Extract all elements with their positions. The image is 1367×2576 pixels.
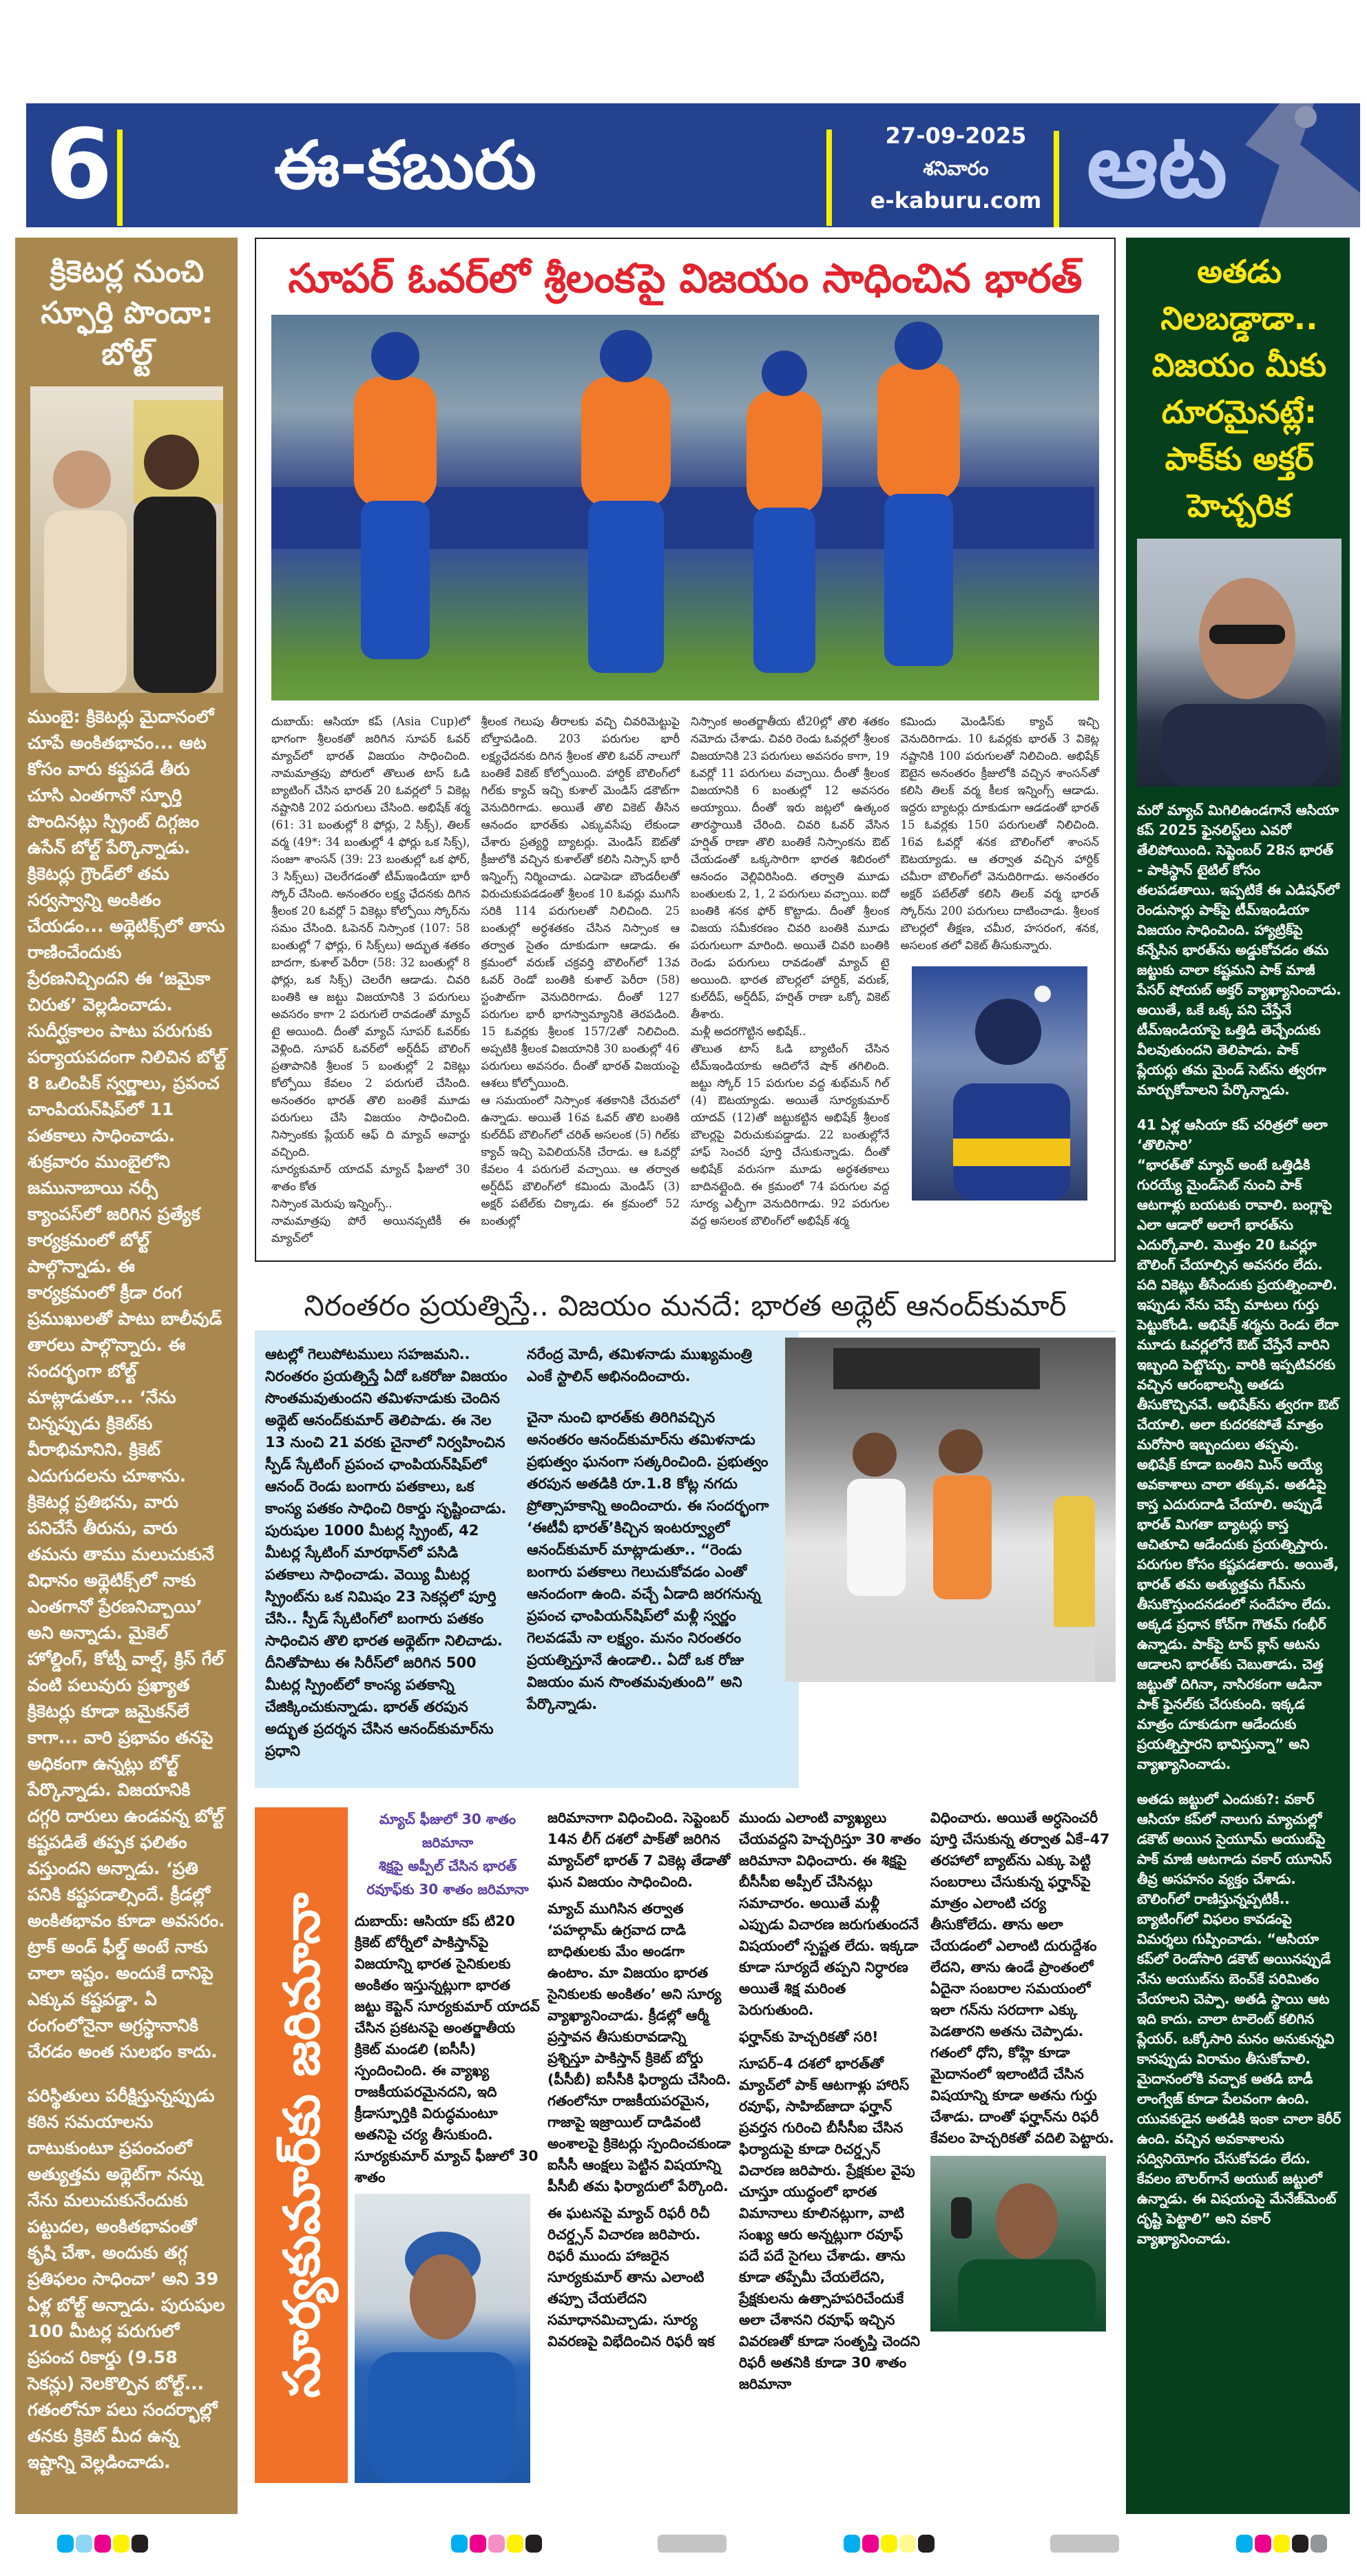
bolt-headline: క్రికెటర్ల నుంచి స్ఫూర్తి పొందా: బోల్ట్ <box>41 254 213 372</box>
article-subhead: నిస్సాంక మెరుపు ఇన్నింగ్స్.. <box>271 1197 393 1210</box>
players-figures <box>271 315 1094 700</box>
akhtar-story <box>1126 238 1350 2514</box>
color-swatch <box>132 2535 148 2553</box>
header-divider <box>1054 131 1059 227</box>
main-article-columns <box>271 713 1099 1247</box>
issue-weekday: శనివారం <box>923 157 989 180</box>
bolt-article-body <box>28 704 227 2475</box>
article-paragraph: మ్యాచ్ ముగిసిన తర్వాత ‘పహల్గామ్ ఉగ్రవాద దాడి బాధితులకు మేం అండగా ఉంటాం. మా విజయం భారత సైనికులకు అంకితం’ అని సూర్య వ్యాఖ్యానించాడు. క్రీడల్లో ఆర్మీ ప్రస్తావన తీసుకురావడాన్ని ప్రశ్నిస్తూ పాకిస్తాన్ క్రికెట్ బోర్డు (పీసీబీ) ఐసీసీకి ఫిర్యాదు చేసింది. గతంలోనూ రాజకీయపరమైన, గాజాపై ఇజ్రాయిల్ దాడివంటి అంశాలపై క్రికెటర్లు స్పందించకుండా ఐసీసీ ఆంక్షలు పెట్టిన విషయాన్ని పీసీబీ తమ ఫిర్యాదులో పేర్కొంది. <box>547 1900 731 2194</box>
color-swatch <box>1311 2535 1327 2553</box>
article-paragraph: దుబాయ్: ఆసియా కప్ (Asia Cup)లో భాగంగా శ్రీలంకతో జరిగిన సూపర్ ఓవర్ మ్యాచ్‌లో భారత్ విజయం సాధించింది. నామమాత్రపు పోరులో తొలుత టాస్ ఓడి బ్యాటింగ్ చేసిన భారత్ 20 ఓవర్లలో 5 వికెట్ల నష్టానికి 202 పరుగులు చేసింది. అభిషేక్ శర్మ (61: 31 బంతుల్లో 8 ఫోర్లు, 2 సిక్స్), తిలక్ వర్మ (49*: 34 బంతుల్లో 4 ఫోర్లు ఒక సిక్స్), సంజూ శాంసన్ (39: 23 బంతుల్లో ఒక ఫోర్, 3 సిక్స్‌లు) చెలరేగడంతో టీమ్ఇండియా భారీ స్కోర్ చేసింది. అనంతరం లక్ష్య ఛేదనకు దిగిన శ్రీలంక 20 ఓవర్లో 5 వికెట్లు కోల్పోయి స్కోర్‌ను సమం చేసింది. ఓపెనర్ నిస్సాంక (107: 58 బంతుల్లో 7 ఫోర్లు, 6 సిక్స్‌లు) అద్భుత శతకం బాదగా, కుశాల్ పెరీరా (58: 32 బంతుల్లో 8 ఫోర్లు, ఒక సిక్స్) చెలరేగి ఆడాడు. చివరి బంతికి ఆ జట్టు విజయానికి 3 పరుగులు అవసరం కాగా 2 పరుగులే రావడంతో మ్యాచ్ టై అయింది. దీంతో మ్యాచ్ సూపర్ ఓవర్‌కు వెళ్లింది. సూపర్ ఓవర్‌లో అర్ష్‌దీప్ బౌలింగ్ ప్రతాపానికి శ్రీలంక 5 బంతుల్లో 2 వికెట్లు కోల్పోయి కేవలం 2 పరుగులే చేసింది. అనంతరం భారత్ తొలి బంతికే మూడు పరుగులు చేసి విజయం సాధించింది. నిస్సాంకకు ప్లేయర్ ఆఫ్ ది మ్యాచ్ అవార్డు వచ్చింది. <box>271 715 470 1159</box>
article-paragraph: విధించారు. అయితే అర్ధసెంచరీ పూర్తి చేసుకున్న తర్వాత ఏకే–47 తరహాలో బ్యాట్‌ను ఎక్కు పెట్టి సంబరాలు చేసుకున్న ఫర్హాన్‌పై మాత్రం ఎలాంటి చర్య తీసుకోలేదు. తాను అలా చేయడంలో ఎలాంటి దురుద్దేశం లేదని, తాను ఉండే ప్రాంతంలో ఏదైనా సంబరాల సమయంలో ఇలా గన్‌ను సరదాగా ఎక్కు పెడతారని అతను చెప్పాడు. గతంలో ధోని, కోహ్లి కూడా మైదానంలో ఇలాంటిదే చేసిన విషయాన్ని కూడా అతను గుర్తు చేశాడు. దాంతో ఫర్హాన్‌ను రిఫరీ కేవలం హెచ్చరికతో వదిలి పెట్టారు. <box>930 1809 1114 2146</box>
felicitation-figures <box>785 1338 1095 1682</box>
article-paragraph: ఆటల్లో గెలుపోటములు సహజమని.. నిరంతరం ప్రయత్నిస్తే ఏదో ఒకరోజు విజయం సొంతమవుతుందని తమిళనాడుకు చెందిన అథ్లెట్ ఆనంద్‌కుమార్ తెలిపాడు. ఈ నెల 13 నుంచి 21 వరకు చైనాలో నిర్వహించిన స్పీడ్ స్కేటింగ్ ప్రపంచ ఛాంపియన్‌షిప్‌లో ఆనంద్ రెండు బంగారు పతకాలు, ఒక కాంస్య పతకం సాధించి రికార్డు సృష్టించాడు. పురుషుల 1000 మీటర్ల స్ప్రింట్, 42 మీటర్ల స్కేటింగ్ మారథాన్‌లో పసిడి పతకాలు సాధించాడు. వెయ్యి మీటర్ల స్ప్రింట్‌ను ఒక నిమిషం 23 సెకన్లలో పూర్తి చేసి.. స్పీడ్ స్కేటింగ్‌లో బంగారు పతకం సాధించిన తొలి భారత అథ్లెట్‌గా నిలిచాడు. దీనితోపాటు ఈ సిరీస్‌లో జరిగిన 500 మీటర్ల స్ప్రింట్‌లో కాంస్య పతకాన్ని చేజిక్కించుకున్నాడు. భారత్ తరపున అద్భుత ప్రదర్శన చేసిన ఆనంద్‌కుమార్‌ను ప్రధాని <box>265 1346 508 1759</box>
vertical-title: సూర్యకుమార్‌కు జరిమానా <box>272 1892 331 2398</box>
rauf-figure <box>930 2156 1106 2331</box>
header-divider <box>826 129 832 226</box>
color-swatch <box>94 2535 111 2553</box>
srilanka-player-figure <box>912 966 1087 1201</box>
color-swatch <box>76 2535 92 2553</box>
fine-article-column-1 <box>355 1911 541 2188</box>
suryakumar-figure <box>355 2194 530 2483</box>
main-article-column-4 <box>901 713 1100 1247</box>
kicker-line: రవూఫ్‌కు 30 శాతం జరిమానా <box>366 1881 529 1898</box>
suryakumar-photo <box>355 2194 530 2483</box>
vertical-title-band <box>255 1807 348 2483</box>
kicker-line: మ్యాచ్ ఫీజులో 30 శాతం జరిమానా <box>379 1811 516 1851</box>
color-swatch <box>1255 2535 1271 2553</box>
issue-date: 27-09-2025 <box>885 123 1027 149</box>
color-swatch <box>899 2535 916 2553</box>
color-registration-marks <box>451 2535 542 2553</box>
center-stories <box>255 238 1116 2514</box>
article-subhead: ఫర్హాన్‌కు హెచ్చరికతో సరి! <box>739 2028 879 2045</box>
color-swatch <box>57 2535 74 2553</box>
gray-registration-block <box>658 2535 727 2553</box>
article-paragraph: ముంబై: క్రికెటర్లు మైదానంలో చూపే అంకితభావం... ఆట కోసం వారు కష్టపడే తీరు చూసి ఎంతగానో స్ఫూర్తి పొందినట్లు స్ప్రింట్ దిగ్గజం ఉసేన్ బోల్ట్ పేర్కొన్నాడు. క్రికెటర్లు గ్రౌండ్‌లో తమ సర్వస్వాన్ని అంకితం చేయడం... అథ్లెటిక్స్‌లో తాను రాణించేందుకు ప్రేరణనిచ్చిందని ఈ ‘జమైకా చిరుత’ వెల్లడించాడు. సుదీర్ఘకాలం పాటు పరుగుకు పర్యాయపదంగా నిలిచిన బోల్ట్ 8 ఒలింపిక్ స్వర్ణాలు, ప్రపంచ చాంపియన్‌షిప్‌లో 11 పతకాలు సాధించాడు. శుక్రవారం ముంబైలోని జమునాబాయి నర్సీ క్యాంపస్‌లో జరిగిన ప్రత్యేక కార్యక్రమంలో బోల్ట్ పాల్గొన్నాడు. ఈ కార్యక్రమంలో క్రీడా రంగ ప్రముఖులతో పాటు బాలీవుడ్ తారలు పాల్గొన్నారు. ఈ సందర్భంగా బోల్ట్ మాట్లాడుతూ... ‘నేను చిన్నప్పుడు క్రికెట్‌కు వీరాభిమానిని. క్రికెట్ ఎదుగుదలను చూశాను. క్రికెటర్ల ప్రతిభను, వారు పనిచేసే తీరును, వారు తమను తాము మలుచుకునే విధానం అథ్లెటిక్స్‌లో నాకు ఎంతగానో ప్రేరణనిచ్చాయి’ అని అన్నాడు. మైకెల్ హోల్డింగ్, కోట్నీ వాల్ష్, క్రిస్ గేల్ వంటి పలువురు ప్రఖ్యాత క్రికెటర్లు కూడా జమైకన్‌లే కాగా... వారి ప్రభావం తనపై అధికంగా ఉన్నట్లు బోల్ట్ పేర్కొన్నాడు. విజయానికి దగ్గరి దారులు ఉండవన్న బోల్ట్ కష్టపడితే తప్పక ఫలితం వస్తుందని అన్నాడు. ‘ప్రతి పనికి కష్టపడాల్సిందే. క్రీడల్లో అంకితభావం కూడా అవసరం. ట్రాక్ అండ్ ఫీల్డ్ అంటే నాకు చాలా ఇష్టం. అందుకే దానిపై ఎక్కువ కష్టపడ్డా. ఏ రంగంలోనైనా అగ్రస్థానానికి చేరడం అంత సులభం కాదు. <box>28 707 227 2061</box>
color-registration-marks <box>844 2535 935 2553</box>
article-paragraph: సూపర్–4 దశలో భారత్‌తో మ్యాచ్‌లో పాక్ ఆటగాళ్లు హారిస్ రవూఫ్, సాహిబ్‌జాదా ఫర్హాన్ ప్రవర్తన గురించి బీసీసీఐ చేసిన ఫిర్యాదుపై కూడా రిచర్డ్సన్ విచారణ జరిపారు. ప్రేక్షకుల వైపు చూస్తూ యుద్ధంలో భారత విమానాలు కూలినట్లుగా, వాటి సంఖ్య ఆరు అన్నట్లుగా రవూఫ్ పదే పదే సైగలు చేశాడు. తాను కూడా తప్పేమీ చేయలేదని, ప్రేక్షకులను ఉత్సాహపరిచేందుకే అలా చేశానని రవూఫ్ ఇచ్చిన వివరణతో కూడా సంతృప్తి చెందని రిఫరీ అతనికి కూడా 30 శాతం జరిమానా <box>739 2055 920 2392</box>
section-logo-text: ఆట <box>1087 113 1228 218</box>
fine-story-tail <box>930 1807 1116 2483</box>
gray-registration-block <box>1050 2535 1119 2553</box>
fine-article-column-3 <box>739 1807 923 2483</box>
article-paragraph: నామమాత్రపు పోరే అయినప్పటికీ ఈ మ్యాచ్‌లో <box>271 1214 470 1245</box>
anand-headline: నిరంతరం ప్రయత్నిస్తే.. విజయం మనదే: భారత అథ్లెట్ ఆనంద్‌కుమార్ <box>304 1289 1067 1322</box>
color-swatch <box>113 2535 129 2553</box>
fine-article-column-4 <box>930 1807 1116 2149</box>
color-swatch <box>881 2535 897 2553</box>
article-background <box>255 1332 1116 1788</box>
main-article-column-1 <box>271 713 470 1247</box>
article-subhead: మళ్లీ అదరగొట్టిన అభిషేక్.. <box>691 1025 806 1038</box>
article-paragraph: నరేంద్ర మోదీ, తమిళనాడు ముఖ్యమంత్రి ఎంకే స్టాలిన్ అభినందించారు. <box>527 1346 753 1384</box>
article-subhead: 41 ఏళ్ల ఆసియా కప్ చరిత్రలో అలా ‘తొలిసారి’ <box>1137 1116 1328 1153</box>
color-registration-marks <box>1236 2535 1327 2553</box>
fine-story-lead <box>355 1807 541 2483</box>
color-swatch <box>507 2535 523 2553</box>
header-divider <box>117 129 123 226</box>
color-swatch <box>918 2535 935 2553</box>
article-paragraph: దుబాయ్: ఆసియా కప్ టి20 క్రికెట్ టోర్నీలో పాకిస్తాన్‌పై విజయాన్ని భారత సైనికులకు అంకితం ఇస్తున్నట్లుగా భారత జట్టు కెప్టెన్ సూర్యకుమార్ యాదవ్ చేసిన ప్రకటనపై అంతర్జాతీయ క్రికెట్ మండలి (ఐసీసీ) స్పందించింది. ఈ వ్యాఖ్య రాజకీయపరమైనదని, ఇది క్రీడాస్ఫూర్తికి విరుద్ధమంటూ అతనిపై చర్య తీసుకుంది. సూర్యకుమార్ మ్యాచ్ ఫీజులో 30 శాతం <box>355 1913 540 2185</box>
fine-story <box>255 1807 1116 2483</box>
srilanka-player-photo <box>912 966 1087 1201</box>
headline-band <box>255 1281 1116 1332</box>
newspaper-name: ఈ-కబురు <box>274 127 536 204</box>
color-swatch <box>470 2535 486 2553</box>
color-swatch <box>844 2535 860 2553</box>
anand-article-column-2 <box>516 1332 778 1788</box>
color-swatch <box>1273 2535 1290 2553</box>
india-team-celebration-photo <box>271 315 1099 700</box>
article-paragraph: ముందు ఎలాంటి వ్యాఖ్యలు చేయవద్దని హెచ్చరిస్తూ 30 శాతం జరిమానా విధించారు. ఈ శిక్షపై బీసీసీఐ అప్పీల్ చేసినట్లు సమాచారం. అయితే మళ్లీ ఎప్పుడు విచారణ జరుగుతుందనే విషయంలో స్పష్టత లేదు. ఇక్కడా కూడా సూర్యదే తప్పని నిర్ధారణ అయితే శిక్ష మరింత పెరుగుతుంది. <box>739 1809 921 2018</box>
rauf-photo <box>930 2156 1106 2331</box>
section-logo <box>1073 103 1360 227</box>
fine-article-column-2 <box>547 1807 732 2483</box>
article-paragraph: నిస్సాంక అంతర్జాతీయ టీ20ల్లో తొలి శతకం నమోదు చేశాడు. చివరి రెండు ఓవర్లలో శ్రీలంక విజయానికి 23 పరుగులు అవసరం కాగా, 19 ఓవర్లో 11 పరుగులు వచ్చాయి. దీంతో శ్రీలంక విజయానికి 6 బంతుల్లో 12 అవసరం అయ్యాయి. దీంతో ఇరు జట్లలో ఉత్కంఠ తారస్థాయికి చేరింది. చివరి ఓవర్ వేసిన హర్షిత్ రాణా తొలి బంతికే నిస్సాంకను ఔట్ చేయడంతో ఒక్కసారిగా భారత శిబిరంలో ఆనందం వెల్లివిరిసింది. తర్వాతి మూడు బంతులకు 2, 1, 2 పరుగులు వచ్చాయి. ఐదో బంతికి శనక ఫోర్ కొట్టాడు. దీంతో శ్రీలంక విజయ సమీకరణం చివరి బంతికి మూడు పరుగులుగా మారింది. అయితే చివరి బంతికి రెండు పరుగులు రావడంతో మ్యాచ్ టై అయింది. భారత బౌలర్లలో హార్దిక్, వరుణ్, కుల్‌దీప్, అర్ష్‌దీప్, హర్షిత్ రాణా ఒక్కో వికెట్ తీశారు. <box>691 715 890 1021</box>
article-paragraph: ఈ ఘటనపై మ్యాచ్ రిఫరీ రిచీ రిచర్డ్సన్ విచారణ జరిపారు. రిఫరీ ముందు హాజరైన సూర్యకుమార్ తాను ఎలాంటి తప్పూ చేయలేదని సమాధానమిచ్చాడు. సూర్య వివరణపై విభేదించిన రిఫరీ ఇక <box>547 2205 715 2349</box>
article-paragraph: ఆ సమయంలో నిస్సాంక శతకానికి చేరువలో ఉన్నాడు. అయితే 16వ ఓవర్ తొలి బంతికి కుల్‌దీప్ బౌలింగ్‌లో చరిత్ అసలంక (5) గిల్‌కు క్యాచ్ ఇచ్చి పెవిలియన్‌కి చేరాడు. ఆ ఓవర్లో కేవలం 4 పరుగులే వచ్చాయి. ఆ తర్వాత అర్ష్‌దీప్ బౌలింగ్‌లో కమిందు మెండిస్ (3) అక్షర్ పటేల్‌కు చిక్కాడు. ఈ క్రమంలో 52 బంతుల్లో <box>481 1094 680 1227</box>
article-paragraph: పరిస్థితులు పరీక్షిస్తున్నప్పుడు కఠిన సమయాలను దాటుకుంటూ ప్రపంచంలో అత్యుత్తమ అథ్లెట్‌గా నన్ను నేను మలుచుకునేందుకు పట్టుదల, అంకితభావంతో కృషి చేశా. అందుకు తగ్గ ప్రతిఫలం సాధించా’ అని 39 ఏళ్ల బోల్ట్ అన్నాడు. పురుషుల 100 మీటర్ల పరుగులో ప్రపంచ రికార్డు (9.58 సెకన్లు) నెలకొల్పిన బోల్ట్... గతంలోనూ పలు సందర్భాల్లో తనకు క్రికెట్ మీద ఉన్న ఇష్టాన్ని వెల్లడించాడు. <box>28 2086 225 2472</box>
page-body <box>15 238 1367 2514</box>
color-registration-marks <box>57 2535 148 2553</box>
shoaib-akhtar-photo <box>1137 539 1342 787</box>
article-subhead: సూర్యకుమార్ యాదవ్ మ్యాచ్ ఫీజులో 30 శాతం కోత <box>271 1163 470 1193</box>
color-swatch <box>488 2535 505 2553</box>
color-swatch <box>451 2535 468 2553</box>
kicker-line: శిక్షపై అప్పీల్ చేసిన భారత్ <box>378 1858 517 1874</box>
super-over-story <box>255 238 1116 1262</box>
anand-felicitation-photo <box>785 1338 1116 1682</box>
anand-article-column-1 <box>255 1332 516 1788</box>
color-swatch <box>1236 2535 1253 2553</box>
akhtar-figure <box>1137 539 1342 787</box>
bolt-story <box>15 238 238 2514</box>
bolt-photo <box>30 386 223 693</box>
main-headline: సూపర్ ఓవర్‌లో శ్రీలంకపై విజయం సాధించిన భారత్ <box>288 255 1083 302</box>
main-article-column-2 <box>481 713 680 1247</box>
anand-kumar-story <box>255 1281 1116 1788</box>
article-paragraph: మరో మ్యాచ్ మిగిలిఉండగానే ఆసియా కప్ 2025 ఫైనలిస్ట్‌లు ఎవరో తేలిపోయింది. సెప్టెంబర్ 28న భారత్ - పాకిస్థాన్ టైటిల్ కోసం తలపడతాయి. ఇప్పటికే ఈ ఎడిషన్‌లో రెండుసార్లు పాక్‌పై టీమ్ఇండియా విజయం సాధించింది. హ్యాట్రిక్‌పై కన్నేసిన భారత్‌ను అడ్డుకోవడం తమ జట్టుకు చాలా కష్టమని పాక్ మాజీ పేసర్ షోయబ్ అక్తర్ వ్యాఖ్యానించాడు. అయితే, ఒకే ఒక్క పని చేస్తేనే టీమ్ఇండియాపై ఒత్తిడి తెచ్చేందుకు వీలవుతుందని తెలిపాడు. పాక్ ప్లేయర్లు తమ మైండ్ సెట్‌ను త్వరగా మార్చుకోవాలని పేర్కొన్నాడు. <box>1137 802 1342 1098</box>
main-article-column-3 <box>691 713 890 1247</box>
article-paragraph: కమిందు మెండిస్‌కు క్యాచ్ ఇచ్చి వెనుదిరిగాడు. 10 ఓవర్లకు భారత్ 3 వికెట్ల నష్టానికి 100 పరుగులతో నిలిచింది. అభిషేక్ ఔటైన అనంతరం క్రీజులోకి వచ్చిన శాంసన్‌తో కలిసి తిలక్ వర్మ కీలక ఇన్నింగ్స్ ఆడాడు. ఇద్దరు బ్యాటర్లు దూకుడుగా ఆడడంతో భారత్ 15 ఓవర్లకు 150 పరుగులతో నిలిచింది. 16వ ఓవర్లో శనక బౌలింగ్‌లో శాంసన్ ఔటయ్యాడు. ఆ తర్వాత వచ్చిన హార్దిక్ చమీరా బౌలింగ్‌లో వెనుదిరిగాడు. అనంతరం అక్షర్ పటేల్‌తో కలిసి తిలక్ వర్మ భారత్ స్కోర్‌ను 200 పరుగులు దాటించాడు. శ్రీలంక బౌలర్లలో తీక్షణ, చమీర, హసరంగ, శనక, అసలంక తలో వికెట్ తీసుకున్నారు. <box>900 715 1099 952</box>
color-swatch <box>1292 2535 1308 2553</box>
article-paragraph: ఆసియా కప్‌లో నాలుగు మ్యాచుల్లో డకౌట్ అయిన సైయూమ్ అయుబ్‌పై పాక్ మాజీ ఆటగాడు వకార్ యూనిస్ తీవ్ర అసహనం వ్యక్తం చేశాడు. బౌలింగ్‌లో రాణిస్తున్నప్పటికీ.. బ్యాటింగ్‌లో విఫలం కావడంపై విమర్శలు గుప్పించాడు. “ఆసియా కప్‌లో రెండోసారి డకౌట్ అయినప్పుడే నేను అయుబ్‌ను బెంచ్‌కే పరిమితం చేయాలని చెప్పా. అతడి స్థాయి ఆట ఇది కాదు. చాలా టాలెంట్ కలిగిన ప్లేయర్. ఒక్కోసారి మనం అనుకున్నవి కానప్పుడు విరామం తీసుకోవాలి. మైదానంలోకి వచ్చాక అతడి బాడీ లాంగ్వేజ్ కూడా పేలవంగా ఉంది. యువకుడైన అతడికి ఇంకా చాలా కెరీర్ ఉంది. వచ్చిన అవకాశాలను సద్వినియోగం చేసుకోవడం లేదు. కేవలం బౌలర్‌గానే అయుబ్ జట్టులో ఉన్నాడు. ఈ విషయంపై మేనేజ్‌మెంట్ దృష్టి పెట్టాలి” అని వకార్ వ్యాఖ్యానించాడు. <box>1137 1811 1342 2247</box>
page-masthead <box>26 103 1360 227</box>
bolt-photo-figures <box>30 386 223 693</box>
article-paragraph: తొలుత టాస్ ఓడి బ్యాటింగ్ చేసిన టీమ్ఇండియాకు ఆదిలోనే షాక్ తగిలింది. జట్టు స్కోర్ 15 పరుగుల వద్ద శుభ్‌మన్ గిల్ (4) ఔటయ్యాడు. అయితే సూర్యకుమార్ యాదవ్ (12)తో జట్టుకట్టిన అభిషేక్ శ్రీలంక బౌలర్లపై విరుచుకుపడ్డాడు. 22 బంతుల్లోనే హాఫ్ సెంచరీ పూర్తి చేసుకున్నాడు. దీంతో అభిషేక్ వరుసగా మూడు అర్ధశతకాలు బాదినట్లైంది. ఈ క్రమంలో 74 పరుగుల వద్ద సూర్య ఎల్బీగా వెనుదిరిగాడు. 92 పరుగుల వద్ద అసలంక బౌలింగ్‌లో అభిషేక్ శర్మ <box>691 1042 890 1227</box>
article-paragraph: జరిమానాగా విధించింది. సెప్టెంబర్ 14న లీగ్ దశలో పాక్‌తో జరిగిన మ్యాచ్‌లో భారత్ 7 వికెట్ల తేడాతో ఘన విజయం సాధించింది. <box>547 1809 731 1890</box>
website-link[interactable]: e-kaburu.com <box>870 187 1042 214</box>
article-subhead: అతడు జట్టులో ఎందుకు?: వకార్ <box>1137 1791 1315 1807</box>
akhtar-headline: అతడు నిలబడ్డాడా.. విజయం మీకు దూరమైనట్లే: పాక్‌కు అక్తర్ హెచ్చరిక <box>1151 253 1327 524</box>
page-footer <box>0 2514 1367 2576</box>
article-paragraph: “భారత్‌తో మ్యాచ్ అంటే ఒత్తిడికి గురయ్యే మైండ్‌సెట్ నుంచి పాక్ ఆటగాళ్లు బయటకు రావాలి. బంగ్లాపై ఎలా ఆడారో అలాగే భారత్‌ను ఎదుర్కోవాలి. మొత్తం 20 ఓవర్లూ బౌలింగ్ చేయాల్సిన అవసరం లేదు. పది వికెట్లు తీసేందుకు ప్రయత్నించాలి. ఇప్పుడు నేను చెప్పే మాటలు గుర్తు పెట్టుకోండి. అభిషేక్ శర్మను రెండు లేదా మూడు ఓవర్లలోనే ఔట్ చేస్తేనే వారిని ఇబ్బంది పెట్టొచ్చు. వారికి ఇప్పటివరకు వచ్చిన ఆరంభాలన్నీ అతడు తీసుకొచ్చినవే. అభిషేక్‌ను త్వరగా ఔట్ చేయాలి. అలా కుదరకపోతే మాత్రం మరోసారి ఇబ్బందులు తప్పవు. అభిషేక్ కూడా బంతిని మిస్ అయ్యే అవకాశాలు చాలా తక్కువ. అతడిపై కాస్త ఎదురుదాడి చేయాలి. అప్పుడే భారత్ మిగతా బ్యాటర్లు కాస్త ఆచితూచి ఆడేందుకు ప్రయత్నిస్తారు. పరుగుల కోసం కష్టపడతారు. అయితే, భారత్ తమ అత్యుత్తమ గేమ్‌ను తీసుకొస్తుందనడంలో సందేహం లేదు. అక్కడ ప్రధాన కోచ్‌గా గౌతమ్ గంభీర్ ఉన్నాడు. పాక్‌పై టాప్ క్లాస్ ఆటను ఆడాలని భారత్‌కు చెబుతాడు. చెత్త జట్టుతో దిగినా, నాసిరకంగా ఆడినా పాక్ ఫైనల్‌కు చేరుకుంది. ఇక్కడ మాత్రం దూకుడుగా ఆడేందుకు ప్రయత్నిస్తారని భావిస్తున్నా” అని వ్యాఖ్యానించాడు. <box>1137 1156 1339 1772</box>
article-paragraph: శ్రీలంక గెలుపు తీరాలకు వచ్చి చివరిమెట్టుపై బోల్తాపడింది. 203 పరుగుల భారీ లక్ష్యఛేదనకు దిగిన శ్రీలంక తొలి ఓవర్ నాలుగో బంతికే వికెట్ కోల్పోయింది. హార్దిక్ బౌలింగ్‌లో గిల్‌కు క్యాచ్ ఇచ్చి కుశాల్ మెండిస్ డకౌట్‌గా వెనుదిరిగాడు. అయితే తొలి వికెట్ తీసిన ఆనందం భారత్‌కు ఎక్కువసేపు లేకుండా చేశారు ప్రత్యర్థి బ్యాటర్లు. మెండిస్ ఔట్‌తో క్రీజులోకి వచ్చిన కుశాల్‌తో కలిసి నిస్సాన్ భారీ ఇన్నింగ్స్ నిర్మించాడు. ఎడాపెడా బౌండరీలతో విరుచుకుపడడంతో శ్రీలంక 10 ఓవర్లు ముగిసే సరికి 114 పరుగులతో నిలిచింది. 25 బంతుల్లో అర్ధశతకం చేసిన నిస్సాంక ఆ తర్వాత సైతం దూకుడుగా ఆడాడు. ఈ క్రమంలో వరుణ్ చక్రవర్తి బౌలింగ్‌లో 13వ ఓవర్ రెండో బంతికి కుశాల్ పెరీరా (58) స్టంపౌట్‌గా వెనుదిరిగాడు. దీంతో 127 పరుగుల భారీ భాగస్వామ్యానికి తెరపడింది. 15 ఓవర్లకు శ్రీలంక 157/2తో నిలిచింది. అప్పటికి శ్రీలంక విజయానికి 30 బంతుల్లో 46 పరుగులు అవసరం. దీంతో భారత్ విజయంపై ఆశలు కోల్పోయింది. <box>481 715 680 1090</box>
akhtar-article-body <box>1137 800 1342 2249</box>
color-swatch <box>862 2535 879 2553</box>
article-paragraph: చైనా నుంచి భారత్‌కు తిరిగివచ్చిన అనంతరం ఆనంద్‌కుమార్‌ను తమిళనాడు ప్రభుత్వం ఘనంగా సత్కరించింది. ప్రభుత్వం తరపున అతడికి రూ.1.8 కోట్ల నగదు ప్రోత్సాహకాన్ని అందించారు. ఈ సందర్భంగా ‘ఈటీవీ భారత్’కిచ్చిన ఇంటర్వ్యూలో ఆనంద్‌కుమార్ మాట్లాడుతూ.. “రెండు బంగారు పతకాలు గెలుచుకోవడం ఎంతో ఆనందంగా ఉంది. వచ్చే ఏడాది జరగనున్న ప్రపంచ ఛాంపియన్‌షిప్‌లో మళ్లీ స్వర్ణం గెలవడమే నా లక్ష్యం. మనం నిరంతరం ప్రయత్నిస్తూనే ఉండాలి.. ఏదో ఒక రోజు విజయం మన సొంతమవుతుంది” అని పేర్కొన్నాడు. <box>527 1409 769 1712</box>
page-number: 6 <box>45 109 113 221</box>
color-swatch <box>525 2535 542 2553</box>
